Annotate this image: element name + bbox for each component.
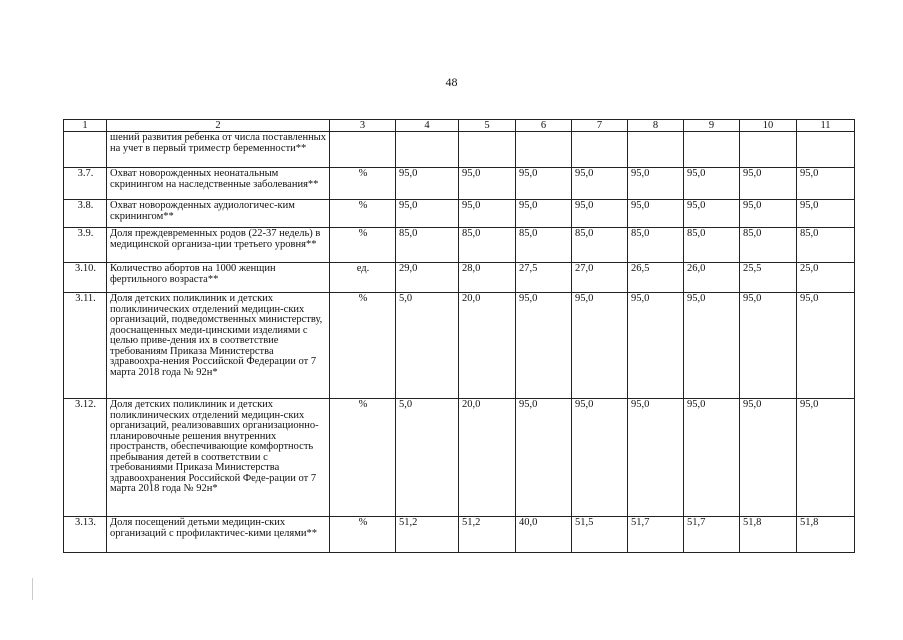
value-cell: 95,0 — [396, 168, 459, 200]
value-cell: 25,5 — [740, 263, 797, 293]
value-cell: 95,0 — [740, 168, 797, 200]
value-cell: 95,0 — [740, 200, 797, 228]
value-cell: 95,0 — [797, 293, 855, 399]
column-header: 6 — [516, 120, 572, 132]
value-cell: 85,0 — [684, 228, 740, 263]
indicator-name: Доля посещений детьми медицин-ских организаций с профилактичес-кими целями** — [107, 517, 330, 553]
value-cell: 95,0 — [628, 293, 684, 399]
value-cell: 95,0 — [684, 293, 740, 399]
row-number: 3.12. — [64, 399, 107, 517]
value-cell: 95,0 — [396, 200, 459, 228]
value-cell: 51,8 — [740, 517, 797, 553]
value-cell: 95,0 — [684, 168, 740, 200]
value-cell: 27,5 — [516, 263, 572, 293]
value-cell: 95,0 — [516, 168, 572, 200]
value-cell: 95,0 — [628, 399, 684, 517]
value-cell: 85,0 — [396, 228, 459, 263]
unit-cell: % — [330, 200, 396, 228]
indicator-name: Доля детских поликлиник и детских поликлинических отделений медицин-ских организаций, реализовавших организационно-планировочные решения внутренних пространств, обеспечивающие комфортность пребывания детей в соответствии с требованиями Приказа Министерства здравоохранения Российской Феде-рации от 7 марта 2018 года № 92н* — [107, 399, 330, 517]
value-cell: 95,0 — [572, 168, 628, 200]
value-cell: 51,2 — [459, 517, 516, 553]
value-cell: 51,2 — [396, 517, 459, 553]
value-cell: 29,0 — [396, 263, 459, 293]
table-body — [64, 132, 855, 553]
value-cell — [459, 132, 516, 168]
value-cell: 95,0 — [459, 200, 516, 228]
unit-cell — [330, 132, 396, 168]
column-header: 7 — [572, 120, 628, 132]
value-cell: 95,0 — [684, 399, 740, 517]
value-cell: 26,5 — [628, 263, 684, 293]
column-header: 11 — [797, 120, 855, 132]
value-cell: 95,0 — [516, 399, 572, 517]
column-header: 4 — [396, 120, 459, 132]
indicator-name: Доля детских поликлиник и детских поликлинических отделений медицин-ских организаций, подведомственных министерству, дооснащенных меди-цинскими изделиями с целью приве-дения их в соответствие требованиям Приказа Министерства здравоохра-нения Российской Федерации от 7 марта 2018 года № 92н* — [107, 293, 330, 399]
table-row — [64, 228, 855, 263]
value-cell: 95,0 — [572, 200, 628, 228]
row-number: 3.9. — [64, 228, 107, 263]
column-header: 1 — [64, 120, 107, 132]
row-number: 3.10. — [64, 263, 107, 293]
row-number: 3.7. — [64, 168, 107, 200]
row-number: 3.8. — [64, 200, 107, 228]
scan-mark — [32, 578, 33, 600]
unit-cell: % — [330, 399, 396, 517]
value-cell: 51,7 — [628, 517, 684, 553]
value-cell: 20,0 — [459, 293, 516, 399]
indicator-name: Количество абортов на 1000 женщин фертильного возраста** — [107, 263, 330, 293]
page-number: 48 — [445, 75, 458, 89]
column-header: 3 — [330, 120, 396, 132]
value-cell: 85,0 — [516, 228, 572, 263]
value-cell: 95,0 — [740, 293, 797, 399]
value-cell — [516, 132, 572, 168]
column-header: 9 — [684, 120, 740, 132]
value-cell: 95,0 — [797, 200, 855, 228]
unit-cell: ед. — [330, 263, 396, 293]
table-row — [64, 517, 855, 553]
value-cell: 95,0 — [572, 399, 628, 517]
table-row — [64, 168, 855, 200]
value-cell: 85,0 — [740, 228, 797, 263]
value-cell: 40,0 — [516, 517, 572, 553]
value-cell: 25,0 — [797, 263, 855, 293]
unit-cell: % — [330, 293, 396, 399]
value-cell: 95,0 — [459, 168, 516, 200]
unit-cell: % — [330, 168, 396, 200]
table-row — [64, 263, 855, 293]
value-cell: 28,0 — [459, 263, 516, 293]
column-header: 2 — [107, 120, 330, 132]
column-header: 5 — [459, 120, 516, 132]
value-cell: 5,0 — [396, 399, 459, 517]
unit-cell: % — [330, 228, 396, 263]
header-row — [64, 120, 855, 132]
value-cell: 27,0 — [572, 263, 628, 293]
value-cell: 85,0 — [459, 228, 516, 263]
indicator-name: Охват новорожденных аудиологичес-ким скринингом** — [107, 200, 330, 228]
value-cell — [396, 132, 459, 168]
value-cell: 95,0 — [797, 399, 855, 517]
value-cell: 51,7 — [684, 517, 740, 553]
value-cell: 95,0 — [684, 200, 740, 228]
indicator-name: шений развития ребенка от числа поставленных на учет в первый триместр беременности** — [107, 132, 330, 168]
table-row — [64, 132, 855, 168]
value-cell: 85,0 — [797, 228, 855, 263]
value-cell: 95,0 — [628, 200, 684, 228]
value-cell: 95,0 — [797, 168, 855, 200]
indicator-name: Охват новорожденных неонатальным скринингом на наследственные заболевания** — [107, 168, 330, 200]
column-header: 10 — [740, 120, 797, 132]
row-number — [64, 132, 107, 168]
table-row — [64, 200, 855, 228]
unit-cell: % — [330, 517, 396, 553]
value-cell: 5,0 — [396, 293, 459, 399]
column-header: 8 — [628, 120, 684, 132]
indicators-table — [63, 119, 855, 553]
value-cell: 95,0 — [628, 168, 684, 200]
value-cell: 85,0 — [572, 228, 628, 263]
row-number: 3.11. — [64, 293, 107, 399]
value-cell: 85,0 — [628, 228, 684, 263]
row-number: 3.13. — [64, 517, 107, 553]
value-cell: 95,0 — [516, 200, 572, 228]
value-cell: 20,0 — [459, 399, 516, 517]
value-cell: 51,8 — [797, 517, 855, 553]
table-row — [64, 293, 855, 399]
value-cell: 51,5 — [572, 517, 628, 553]
value-cell — [684, 132, 740, 168]
value-cell — [797, 132, 855, 168]
value-cell: 95,0 — [572, 293, 628, 399]
value-cell: 26,0 — [684, 263, 740, 293]
value-cell — [628, 132, 684, 168]
value-cell — [572, 132, 628, 168]
table-row — [64, 399, 855, 517]
indicator-name: Доля преждевременных родов (22-37 недель) в медицинской организа-ции третьего уровня** — [107, 228, 330, 263]
value-cell — [740, 132, 797, 168]
value-cell: 95,0 — [740, 399, 797, 517]
value-cell: 95,0 — [516, 293, 572, 399]
